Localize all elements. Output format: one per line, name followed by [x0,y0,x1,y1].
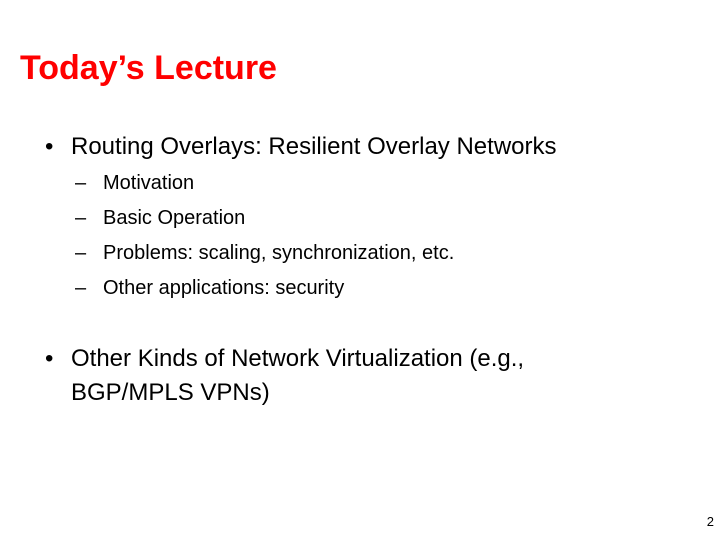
bullet-text-line-1: Other Kinds of Network Virtualization (e.g., [71,345,525,372]
subitem-text: Problems: scaling, synchronization, etc. [103,242,455,264]
bullet-marker: • [45,133,54,160]
subitem-text: Motivation [103,172,195,194]
dash-marker: – [75,242,87,264]
bullet-text: Routing Overlays: Resilient Overlay Networks [71,133,557,160]
page-number: 2 [706,514,714,529]
slide-title: Today’s Lecture [20,49,277,87]
bullet-network-virtualization [45,342,524,410]
subitem-motivation [75,170,194,196]
subitem-problems [75,240,454,266]
subitem-basic-operation [75,205,245,231]
dash-marker: – [75,172,87,194]
dash-marker: – [75,277,87,299]
bullet-marker: • [45,345,54,372]
bullet-routing-overlays [45,130,557,164]
bullet-text-line-2: BGP/MPLS VPNs) [71,379,270,406]
bullet-text [71,342,524,410]
subitem-other-applications [75,275,344,301]
subitem-text: Basic Operation [103,207,246,229]
dash-marker: – [75,207,87,229]
subitem-text: Other applications: security [103,277,345,299]
